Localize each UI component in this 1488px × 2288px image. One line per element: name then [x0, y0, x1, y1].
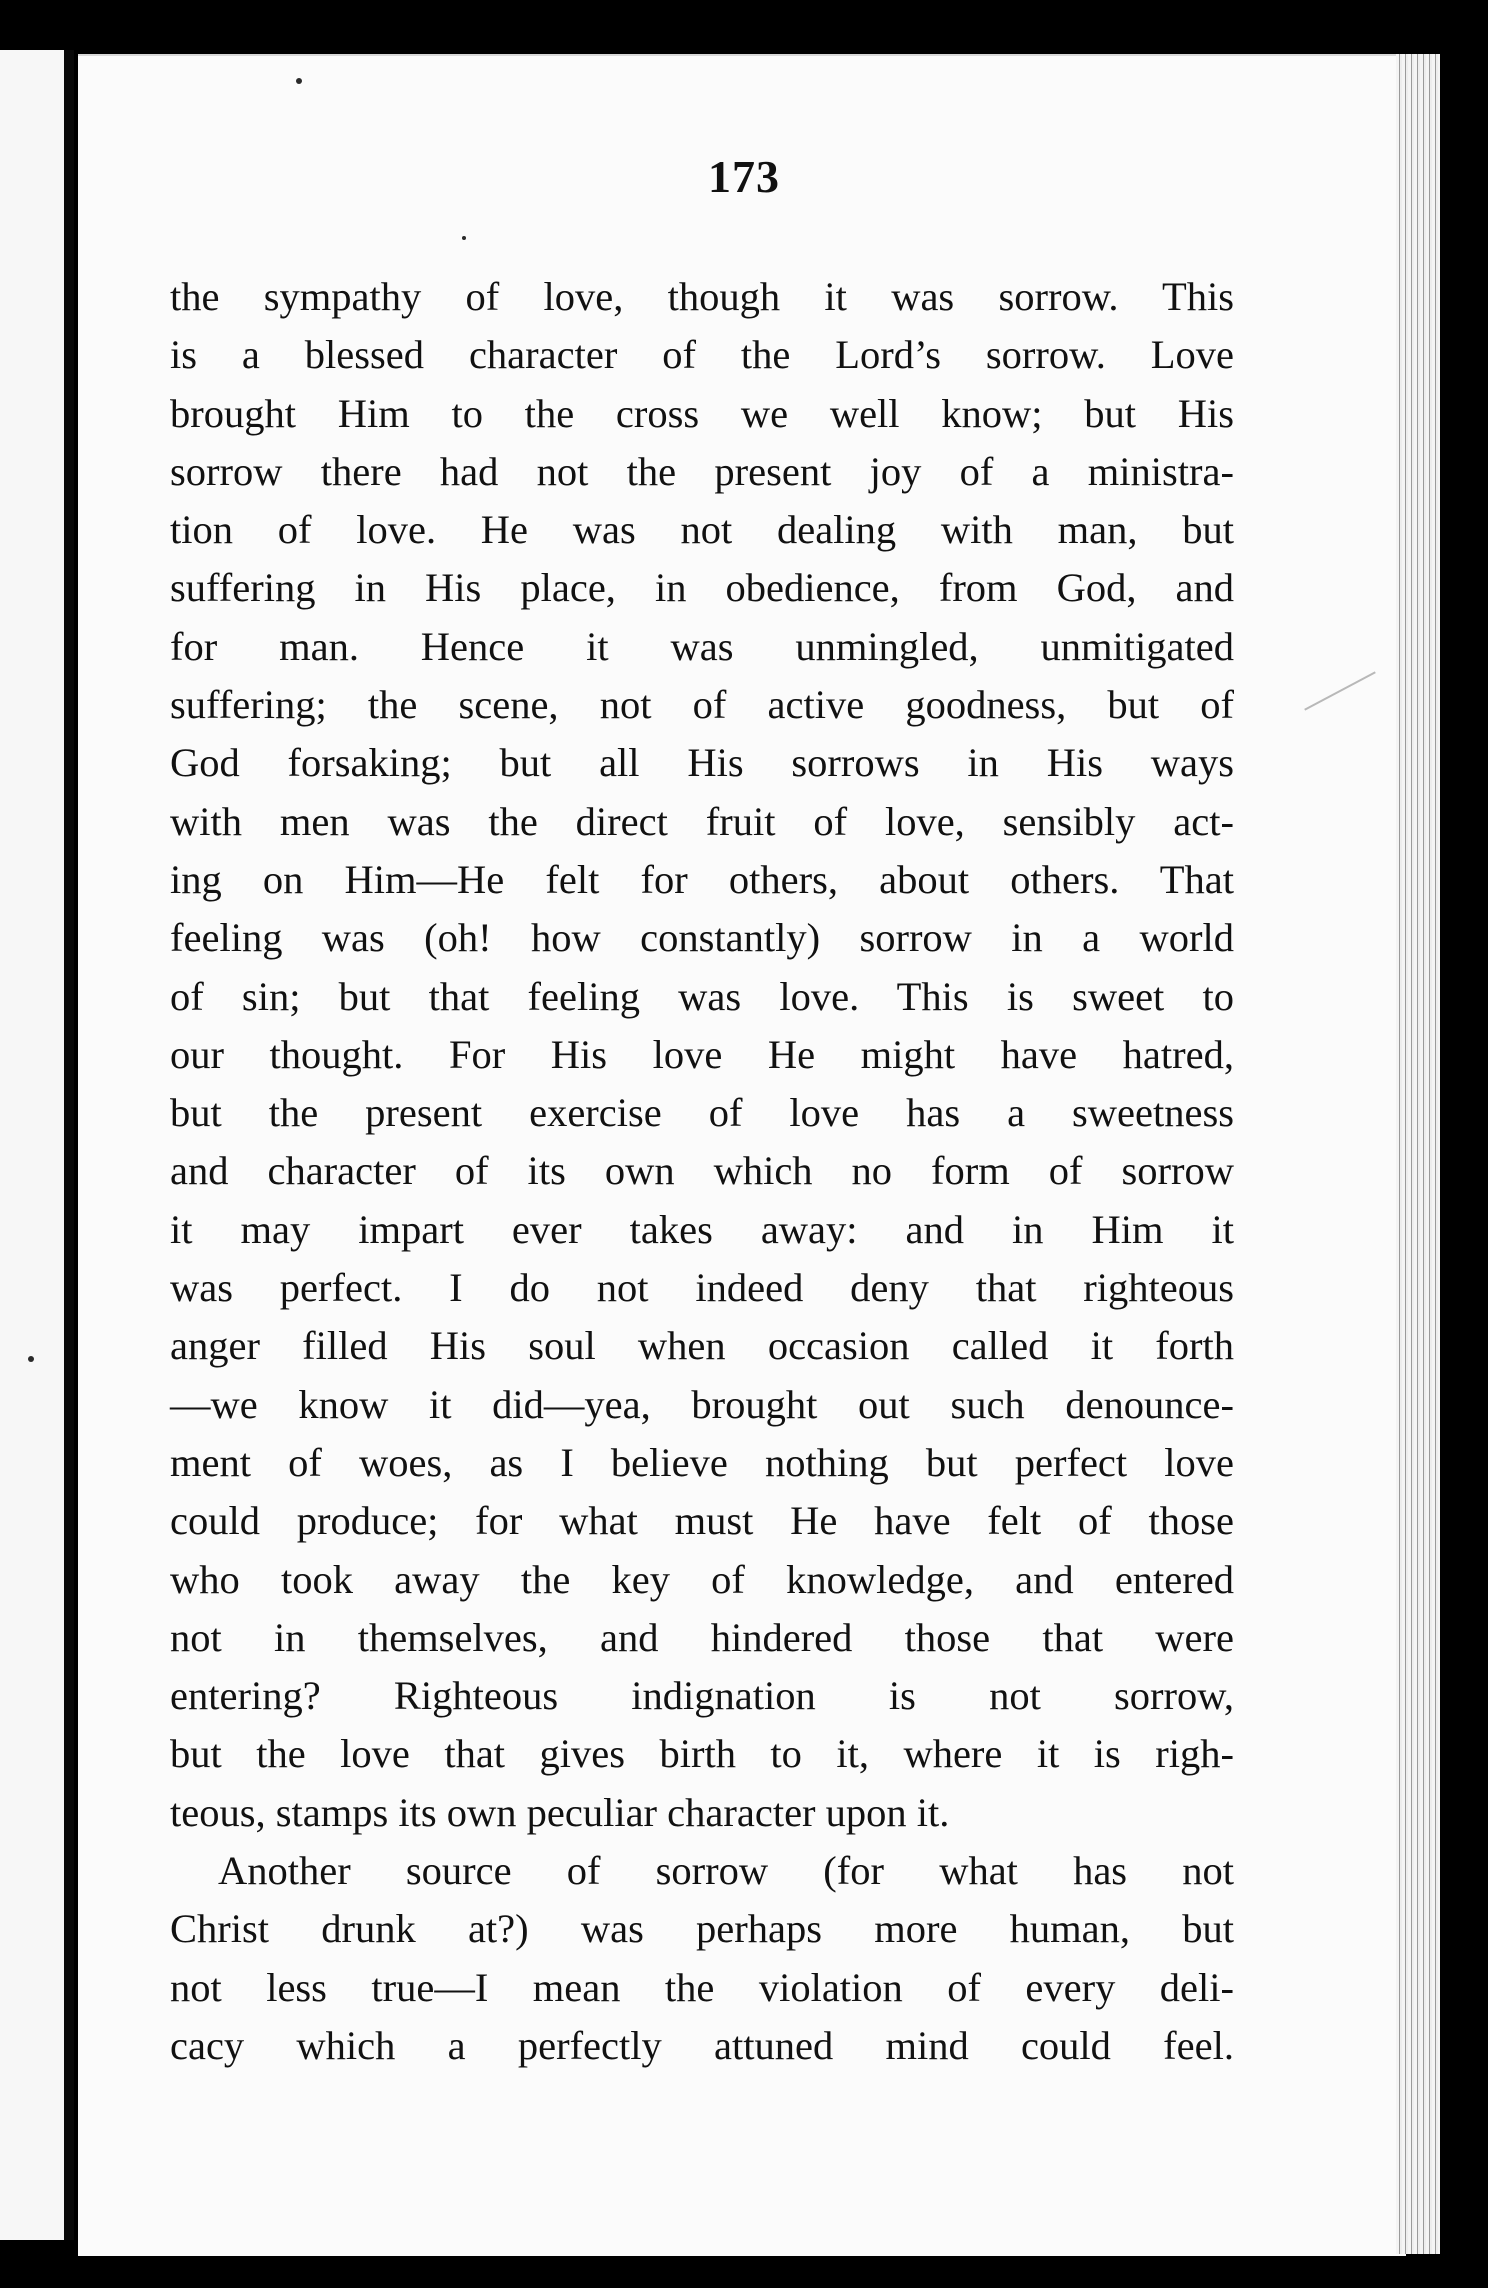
text-line: —we know it did—yea, brought out such denounce- — [170, 1381, 1234, 1427]
text-line: anger filled His soul when occasion called it forth — [170, 1323, 1234, 1369]
ink-speck — [462, 236, 466, 240]
page-edges — [1396, 54, 1440, 2254]
text-line: cacy which a perfectly attuned mind could feel. — [170, 2022, 1234, 2068]
text-line: for man. Hence it was unmingled, unmitigated — [170, 623, 1234, 669]
text-line: it may impart ever takes away: and in Him it — [170, 1206, 1234, 1252]
text-line: sorrow there had not the present joy of a ministra- — [170, 448, 1234, 494]
page-number: 173 — [708, 151, 780, 202]
text-line: is a blessed character of the Lord’s sorrow. Love — [170, 332, 1234, 378]
text-line: God forsaking; but all His sorrows in His ways — [170, 740, 1234, 786]
text-line: teous, stamps its own peculiar character upon it. — [170, 1789, 950, 1835]
text-line: of sin; but that feeling was love. This is sweet to — [170, 973, 1234, 1019]
text-line: tion of love. He was not dealing with man, but — [170, 507, 1234, 553]
text-line: who took away the key of knowledge, and entered — [170, 1556, 1234, 1602]
text-line: suffering in His place, in obedience, from God, and — [170, 565, 1234, 611]
text-line: Another source of sorrow (for what has not — [218, 1848, 1234, 1894]
text-line: entering? Righteous indignation is not sorrow, — [170, 1673, 1234, 1719]
text-line: suffering; the scene, not of active goodness, but of — [170, 682, 1234, 728]
text-line: with men was the direct fruit of love, sensibly act- — [170, 798, 1234, 844]
body-text — [170, 268, 1234, 2075]
text-line: but the present exercise of love has a sweetness — [170, 1090, 1234, 1136]
text-line: feeling was (oh! how constantly) sorrow in a world — [170, 915, 1234, 961]
text-line: Christ drunk at?) was perhaps more human, but — [170, 1906, 1234, 1952]
text-line: was perfect. I do not indeed deny that righteous — [170, 1265, 1234, 1311]
ink-speck — [296, 78, 302, 84]
text-line: ment of woes, as I believe nothing but perfect love — [170, 1439, 1234, 1485]
right-shadow — [1440, 54, 1488, 2254]
text-line: and character of its own which no form of sorrow — [170, 1148, 1234, 1194]
text-line: not in themselves, and hindered those that were — [170, 1614, 1234, 1660]
binding-shadow — [64, 50, 74, 2240]
text-line: the sympathy of love, though it was sorrow. This — [170, 274, 1234, 319]
text-line: could produce; for what must He have felt of those — [170, 1498, 1234, 1544]
text-line: our thought. For His love He might have hatred, — [170, 1031, 1234, 1077]
ink-speck — [28, 1356, 34, 1362]
text-line: ing on Him—He felt for others, about others. That — [170, 856, 1234, 902]
left-page-edge — [0, 50, 64, 2240]
text-line: brought Him to the cross we well know; but His — [170, 390, 1234, 436]
text-line: not less true—I mean the violation of every deli- — [170, 1964, 1234, 2010]
text-line: but the love that gives birth to it, where it is righ- — [170, 1731, 1234, 1777]
